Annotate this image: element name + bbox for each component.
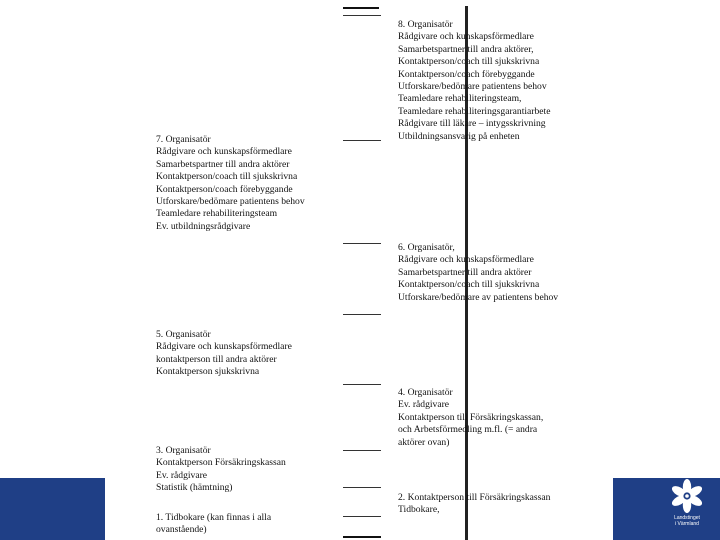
stage-7-line: Ev. utbildningsrådgivare bbox=[156, 220, 251, 232]
timeline-tick bbox=[343, 314, 381, 315]
stage-5-line: kontaktperson till andra aktörer bbox=[156, 353, 277, 365]
stage-8-line: Teamledare rehabiliteringsgarantiarbete bbox=[398, 105, 551, 117]
left-side-band bbox=[0, 0, 105, 540]
stage-1-heading: 1. Tidbokare (kan finnas i alla bbox=[156, 512, 272, 523]
stage-4-line: och Arbetsförmedling m.fl. (= andra bbox=[398, 424, 538, 436]
stage-8-line: Teamledare rehabiliteringsteam, bbox=[398, 93, 522, 105]
stage-8-line: Kontaktperson/coach förebyggande bbox=[398, 68, 535, 80]
stage-2-block bbox=[398, 492, 550, 517]
stage-8-line: Samarbetspartner till andra aktörer, bbox=[398, 43, 534, 55]
stage-6-line: Rådgivare och kunskapsförmedlare bbox=[398, 254, 534, 266]
stage-4-line: Kontaktperson till Försäkringskassan, bbox=[398, 411, 544, 423]
stage-7-line: Samarbetspartner till andra aktörer bbox=[156, 158, 290, 170]
stage-3-line: Kontaktperson Försäkringskassan bbox=[156, 457, 286, 469]
stage-1-block bbox=[156, 512, 271, 537]
timeline-tick-bottom bbox=[343, 536, 381, 538]
timeline-tick bbox=[343, 140, 381, 141]
stage-8-line: Rådgivare till läkare – intygsskrivning bbox=[398, 118, 546, 130]
stage-8-line: Utforskare/bedömare patientens behov bbox=[398, 81, 547, 93]
flower-emblem-icon bbox=[669, 478, 705, 514]
right-side-band bbox=[613, 0, 720, 540]
stage-8-heading: 8. Organisatör bbox=[398, 19, 453, 30]
stage-6-line: Utforskare/bedömare av patientens behov bbox=[398, 291, 559, 303]
stage-8-line: Kontaktperson/coach till sjukskrivna bbox=[398, 56, 540, 68]
timeline-tick bbox=[343, 516, 381, 517]
stage-5-line: Rådgivare och kunskapsförmedlare bbox=[156, 341, 292, 353]
landstinget-logo bbox=[656, 478, 718, 536]
stage-4-heading: 4. Organisatör bbox=[398, 387, 453, 398]
stage-8-line: Utbildningsansvarig på enheten bbox=[398, 130, 520, 142]
stage-7-line: Utforskare/bedömare patientens behov bbox=[156, 196, 305, 208]
stage-7-line: Rådgivare och kunskapsförmedlare bbox=[156, 146, 292, 158]
stage-5-line: Kontaktperson sjukskrivna bbox=[156, 366, 260, 378]
timeline-tick bbox=[343, 450, 381, 451]
timeline-tick bbox=[343, 15, 381, 16]
stage-4-line: aktörer ovan) bbox=[398, 436, 450, 448]
stage-6-block bbox=[398, 242, 558, 304]
stage-6-line: Kontaktperson/coach till sjukskrivna bbox=[398, 279, 540, 291]
stage-3-heading: 3. Organisatör bbox=[156, 445, 211, 456]
logo-text-line: i Värmland bbox=[675, 521, 699, 527]
stage-6-line: Samarbetspartner till andra aktörer bbox=[398, 266, 532, 278]
logo-text bbox=[674, 515, 700, 527]
stage-6-heading: 6. Organisatör, bbox=[398, 242, 455, 253]
stage-7-line: Kontaktperson/coach till sjukskrivna bbox=[156, 171, 298, 183]
timeline-tick bbox=[343, 384, 381, 385]
timeline-tick bbox=[343, 487, 381, 488]
logo-text-line: Landstinget bbox=[674, 515, 700, 521]
stage-7-line: Kontaktperson/coach förebyggande bbox=[156, 183, 293, 195]
stage-3-block bbox=[156, 445, 286, 495]
stage-2-heading: 2. Kontaktperson till Försäkringskassan bbox=[398, 492, 551, 503]
stage-3-line: Statistik (hämtning) bbox=[156, 482, 233, 494]
stage-3-line: Ev. rådgivare bbox=[156, 469, 208, 481]
stage-4-block bbox=[398, 387, 543, 449]
document-page bbox=[105, 0, 613, 540]
timeline-tick bbox=[343, 243, 381, 244]
stage-1-line: ovanstående) bbox=[156, 524, 207, 536]
timeline-tick-top bbox=[343, 7, 379, 9]
stage-2-line: Tidbokare, bbox=[398, 504, 440, 516]
stage-8-block bbox=[398, 19, 550, 143]
stage-5-block bbox=[156, 329, 292, 379]
stage-7-heading: 7. Organisatör bbox=[156, 134, 211, 145]
stage-7-block bbox=[156, 134, 305, 233]
left-blue-stripe bbox=[0, 478, 105, 540]
stage-4-line: Ev. rådgivare bbox=[398, 399, 450, 411]
stage-5-heading: 5. Organisatör bbox=[156, 329, 211, 340]
stage-8-line: Rådgivare och kunskapsförmedlare bbox=[398, 31, 534, 43]
stage-7-line: Teamledare rehabiliteringsteam bbox=[156, 208, 278, 220]
